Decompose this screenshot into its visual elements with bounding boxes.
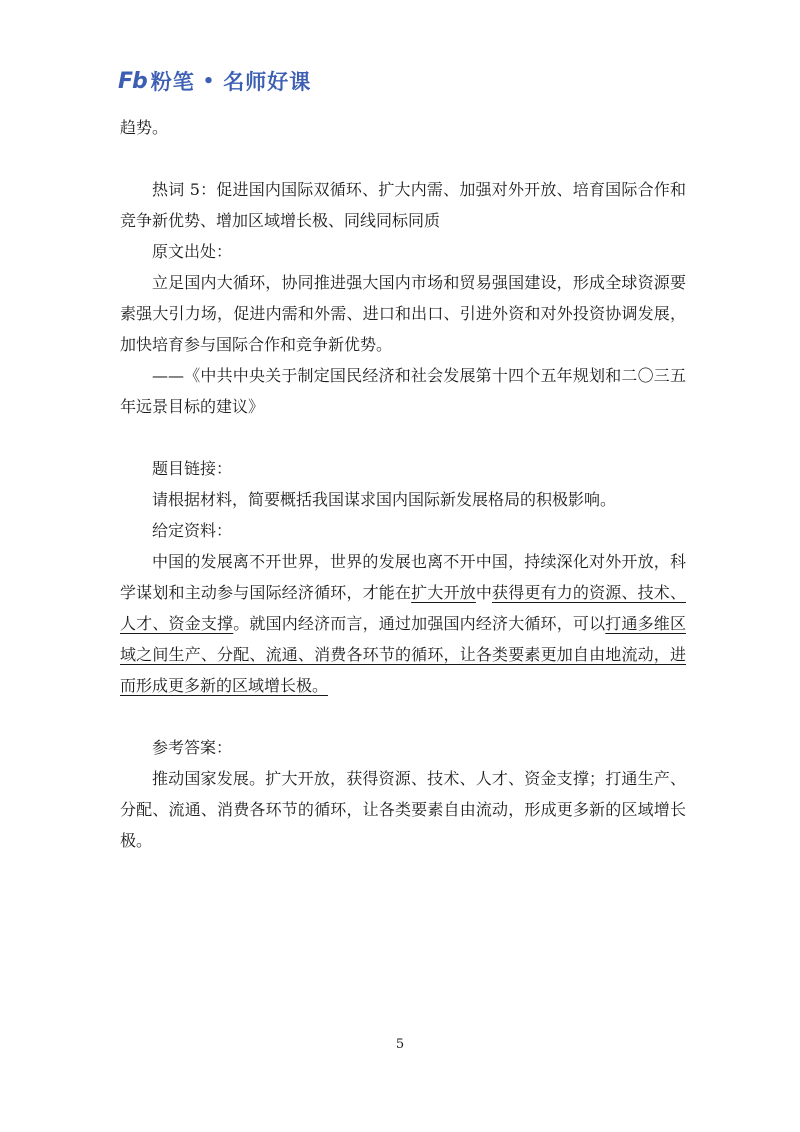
hotword-title: 热词 5：促进国内国际双循环、扩大内需、加强对外开放、培育国际合作和竞争新优势、增加区域增长极、同线同标同质 — [120, 180, 686, 230]
underlined-phrase: 获得更有力的资源、技术、人才、资金支撑 — [120, 583, 686, 633]
trend-tail-text: 趋势。 — [120, 118, 169, 137]
question-text: 请根据材料，简要概括我国谋求国内国际新发展格局的积极影响。 — [152, 490, 617, 509]
material-text — [120, 546, 686, 701]
spacer — [120, 143, 686, 174]
underlined-phrase: 打通多维区域之间生产、分配、流通、消费各环节的循环，让各类要素更加自由地流动，进而形成更多新的区域增长极。 — [120, 614, 686, 695]
logo-slogan: 名师好课 — [223, 70, 312, 94]
underlined-phrase: 扩大开放 — [411, 583, 476, 602]
question-label: 题目链接： — [152, 459, 233, 478]
material-segment: 中 — [475, 583, 493, 602]
source-text: 立足国内大循环，协同推进强大国内市场和贸易强国建设，形成全球资源要素强大引力场，促进内需和外需、进口和出口、引进外资和对外投资协调发展，加快培育参与国际合作和竞争新优势。 — [120, 273, 686, 354]
document-body — [120, 112, 686, 856]
answer-label: 参考答案： — [152, 738, 233, 757]
source-citation: ——《中共中央关于制定国民经济和社会发展第十四个五年规划和二〇三五年远景目标的建议》 — [120, 366, 686, 416]
logo-separator-dot: • — [202, 70, 216, 92]
logo-brand-name: 粉笔 — [150, 70, 195, 94]
page-number: 5 — [395, 1037, 405, 1052]
source-label: 原文出处： — [152, 242, 233, 261]
spacer — [120, 701, 686, 732]
spacer — [120, 422, 686, 453]
fenbi-logo-icon: Fb — [118, 68, 147, 94]
material-label: 给定资料： — [152, 521, 233, 540]
material-segment: 中国的发展离不开世界，世界的发展也离不开中国，持续深化对外开放，科学谋划和主动参与国际经济循环，才能在 — [120, 552, 686, 602]
answer-text: 推动国家发展。扩大开放，获得资源、技术、人才、资金支撑；打通生产、分配、流通、消费各环节的循环，让各类要素自由流动，形成更多新的区域增长极。 — [120, 769, 686, 850]
material-segment: 。就国内经济而言，通过加强国内经济大循环，可以 — [233, 614, 606, 633]
brand-logo — [118, 66, 311, 96]
